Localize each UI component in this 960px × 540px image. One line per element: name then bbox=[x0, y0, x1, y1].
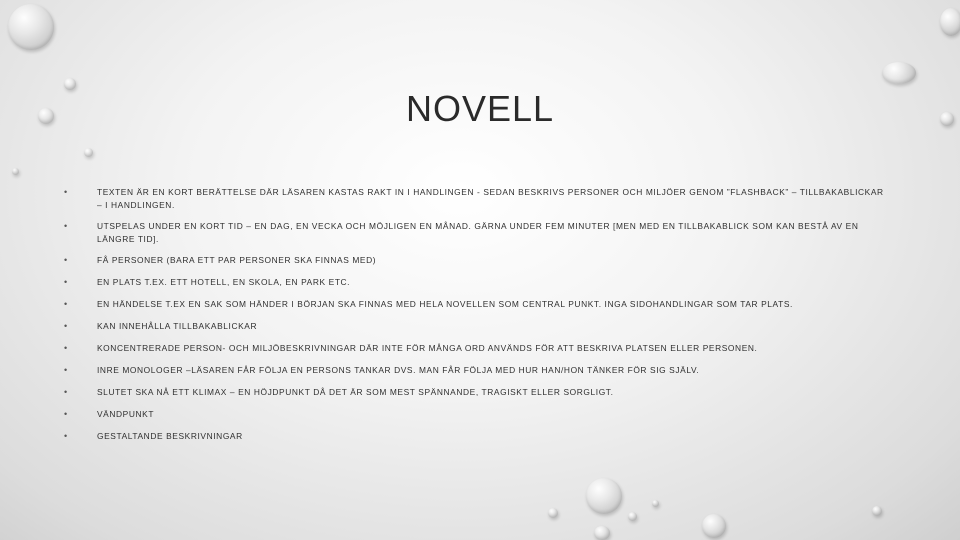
bullet-icon: • bbox=[64, 343, 68, 353]
bullet-icon: • bbox=[64, 321, 68, 331]
water-drop-decoration bbox=[628, 512, 637, 521]
bullet-icon: • bbox=[64, 387, 68, 397]
list-item-text: EN PLATS T.EX. ETT HOTELL, EN SKOLA, EN PARK ETC. bbox=[97, 277, 351, 287]
bullet-icon: • bbox=[64, 409, 68, 419]
list-item bbox=[64, 342, 884, 355]
list-item-text: SLUTET SKA NÅ ETT KLIMAX – EN HÖJDPUNKT DÅ DET ÄR SOM MEST SPÄNNANDE, TRAGISKT ELLER SORGLIGT. bbox=[97, 387, 614, 397]
list-item bbox=[64, 220, 884, 245]
list-item-text: KONCENTRERADE PERSON- OCH MILJÖBESKRIVNINGAR DÄR INTE FÖR MÅNGA ORD ANVÄNDS FÖR ATT BESKRIVA PLATSEN ELLER PERSONEN. bbox=[97, 343, 758, 353]
list-item-text: EN HÄNDELSE T.EX EN SAK SOM HÄNDER I BÖRJAN SKA FINNAS MED HELA NOVELLEN SOM CENTRAL PUNKT. INGA SIDOHANDLINGAR SOM TAR PLATS. bbox=[97, 299, 793, 309]
water-drop-decoration bbox=[586, 478, 622, 514]
water-drop-decoration bbox=[882, 62, 916, 84]
slide-title: NOVELL bbox=[405, 88, 555, 129]
water-drop-decoration bbox=[872, 506, 882, 516]
list-item bbox=[64, 320, 884, 333]
bullet-icon: • bbox=[64, 187, 68, 197]
water-drop-decoration bbox=[940, 8, 960, 36]
bullet-icon: • bbox=[64, 221, 68, 231]
water-drop-decoration bbox=[548, 508, 558, 518]
bullet-icon: • bbox=[64, 431, 68, 441]
list-item-text: VÄNDPUNKT bbox=[97, 409, 155, 419]
bullet-list bbox=[64, 186, 884, 452]
water-drop-decoration bbox=[8, 4, 54, 50]
list-item bbox=[64, 276, 884, 289]
list-item bbox=[64, 254, 884, 267]
list-item-text: GESTALTANDE BESKRIVNINGAR bbox=[97, 431, 243, 441]
bullet-icon: • bbox=[64, 277, 68, 287]
list-item-text: INRE MONOLOGER –LÄSAREN FÅR FÖLJA EN PERSONS TANKAR DVS. MAN FÅR FÖLJA MED HUR HAN/HON TÄNKER FÖR SIG SJÄLV. bbox=[97, 365, 700, 375]
list-item bbox=[64, 298, 884, 311]
bullet-icon: • bbox=[64, 255, 68, 265]
bullet-icon: • bbox=[64, 365, 68, 375]
bullet-icon: • bbox=[64, 299, 68, 309]
list-item-text: FÅ PERSONER (BARA ETT PAR PERSONER SKA FINNAS MED) bbox=[97, 255, 377, 265]
list-item bbox=[64, 364, 884, 377]
list-item bbox=[64, 430, 884, 443]
list-item bbox=[64, 186, 884, 211]
list-item bbox=[64, 386, 884, 399]
water-drop-decoration bbox=[652, 500, 659, 507]
list-item bbox=[64, 408, 884, 421]
list-item-text: TEXTEN ÄR EN KORT BERÄTTELSE DÄR LÄSAREN KASTAS RAKT IN I HANDLINGEN - SEDAN BESKRIVS PERSONER OCH MILJÖER GENOM ”FLASHBACK” – TILLBAKABLICKAR – I HANDLINGEN. bbox=[97, 187, 884, 210]
list-item-text: UTSPELAS UNDER EN KORT TID – EN DAG, EN VECKA OCH MÖJLIGEN EN MÅNAD. GÄRNA UNDER FEM MINUTER [MEN MED EN TILLBAKABLICK SOM KAN BESTÅ AV EN LÄNGRE TID]. bbox=[97, 221, 859, 244]
water-drop-decoration bbox=[702, 514, 726, 538]
water-drop-decoration bbox=[594, 526, 610, 540]
water-drop-decoration bbox=[84, 148, 93, 157]
water-drop-decoration bbox=[12, 168, 19, 175]
list-item-text: KAN INNEHÅLLA TILLBAKABLICKAR bbox=[97, 321, 258, 331]
